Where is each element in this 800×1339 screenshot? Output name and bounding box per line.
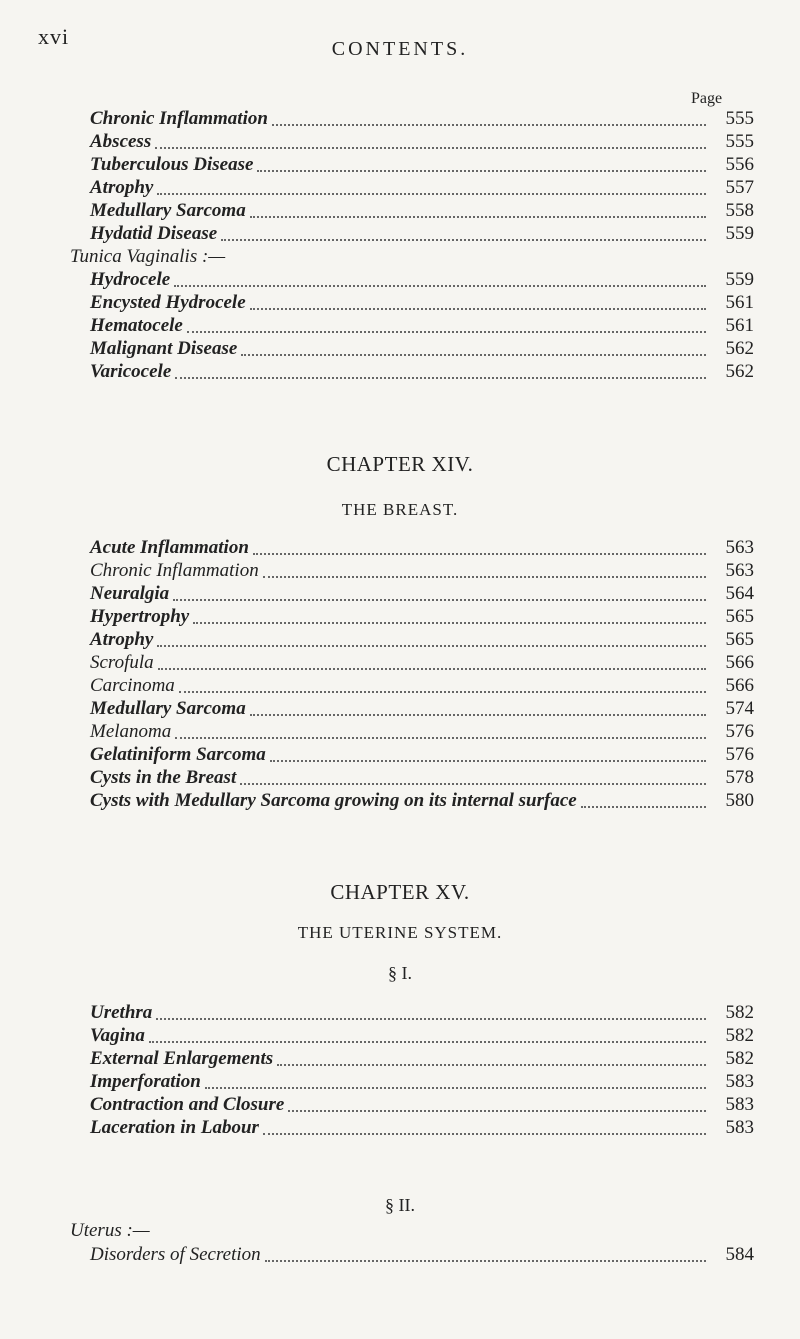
- leader-dots: [175, 377, 706, 379]
- entry-page: 574: [725, 698, 754, 719]
- leader-dots: [174, 285, 706, 287]
- entry-page: 578: [725, 767, 754, 788]
- entry-page: 566: [725, 652, 754, 673]
- group-label: Uterus :—: [70, 1220, 150, 1241]
- section-label: § II.: [385, 1195, 415, 1215]
- leader-dots: [250, 308, 706, 310]
- entry-title: Chronic Inflammation: [90, 560, 259, 581]
- entry-page: 557: [725, 177, 754, 198]
- chapter-heading: CHAPTER XIV.: [326, 452, 474, 476]
- chapter-subtitle: THE UTERINE SYSTEM.: [297, 923, 503, 942]
- entry-title: Contraction and Closure: [90, 1094, 285, 1115]
- toc-entry: [90, 606, 754, 628]
- entry-title: Abscess: [90, 131, 152, 152]
- leader-dots: [265, 1260, 706, 1262]
- leader-dots: [187, 331, 706, 333]
- toc-entry: [90, 560, 754, 582]
- leader-dots: [277, 1064, 706, 1066]
- entry-title: Vagina: [90, 1025, 145, 1046]
- entry-title: Medullary Sarcoma: [90, 698, 246, 719]
- entry-title: Hydatid Disease: [90, 223, 218, 244]
- leader-dots: [263, 576, 706, 578]
- leader-dots: [241, 354, 706, 356]
- toc-entry: [90, 652, 754, 674]
- entry-page: 561: [725, 315, 754, 336]
- toc-entry: [90, 1094, 754, 1116]
- toc-entry: [90, 1071, 754, 1093]
- toc-entry: [90, 744, 754, 766]
- toc-entry: [90, 1117, 754, 1139]
- entry-title: Carcinoma: [90, 675, 175, 696]
- entry-page: 564: [725, 583, 754, 604]
- leader-dots: [253, 553, 706, 555]
- toc-entry: [90, 177, 754, 199]
- entry-title: Urethra: [90, 1002, 153, 1023]
- leader-dots: [157, 645, 706, 647]
- entry-title: Atrophy: [90, 629, 154, 650]
- entry-page: 584: [725, 1244, 754, 1265]
- entry-page: 555: [725, 131, 754, 152]
- leader-dots: [155, 147, 706, 149]
- entry-page: 559: [725, 223, 754, 244]
- leader-dots: [193, 622, 706, 624]
- running-head: CONTENTS.: [331, 38, 469, 60]
- leader-dots: [263, 1133, 706, 1135]
- entry-page: 562: [725, 338, 754, 359]
- toc-entry: [90, 698, 754, 720]
- leader-dots: [221, 239, 706, 241]
- leader-dots: [288, 1110, 706, 1112]
- entry-page: 555: [725, 108, 754, 129]
- leader-dots: [240, 783, 706, 785]
- page-column-label: Page: [691, 90, 723, 107]
- entry-title: Acute Inflammation: [90, 537, 249, 558]
- entry-title: Tuberculous Disease: [90, 154, 254, 175]
- entry-title: External Enlargements: [90, 1048, 274, 1069]
- toc-entry: [90, 131, 754, 153]
- leader-dots: [250, 714, 706, 716]
- toc-entry: [90, 629, 754, 651]
- toc-entry: [90, 1025, 754, 1047]
- toc-entry: [90, 1244, 754, 1266]
- entry-title: Medullary Sarcoma: [90, 200, 246, 221]
- entry-title: Laceration in Labour: [90, 1117, 259, 1138]
- leader-dots: [179, 691, 706, 693]
- entry-page: 565: [725, 629, 754, 650]
- group-label: Tunica Vaginalis :—: [70, 246, 226, 267]
- entry-page: 563: [725, 560, 754, 581]
- section-label: § I.: [388, 963, 412, 983]
- entry-page: 562: [725, 361, 754, 382]
- toc-entry: [90, 315, 754, 337]
- entry-title: Atrophy: [90, 177, 154, 198]
- entry-title: Imperforation: [90, 1071, 201, 1092]
- entry-page: 566: [725, 675, 754, 696]
- toc-entry: [90, 154, 754, 176]
- toc-entry: [90, 767, 754, 789]
- entry-title: Disorders of Secretion: [90, 1244, 261, 1265]
- entry-page: 583: [725, 1071, 754, 1092]
- toc-entry: [90, 1048, 754, 1070]
- entry-title: Chronic Inflammation: [90, 108, 268, 129]
- leader-dots: [157, 193, 706, 195]
- entry-title: Hydrocele: [90, 269, 171, 290]
- entry-title: Cysts in the Breast: [90, 767, 237, 788]
- entry-title: Varicocele: [90, 361, 172, 382]
- leader-dots: [270, 760, 706, 762]
- entry-page: 582: [725, 1025, 754, 1046]
- chapter-heading: CHAPTER XV.: [330, 880, 470, 904]
- toc-entry: [90, 292, 754, 314]
- entry-page: 582: [725, 1002, 754, 1023]
- leader-dots: [149, 1041, 706, 1043]
- entry-page: 583: [725, 1094, 754, 1115]
- leader-dots: [205, 1087, 706, 1089]
- page-number: xvi: [38, 24, 70, 49]
- leader-dots: [581, 806, 706, 808]
- leader-dots: [175, 737, 706, 739]
- entry-page: 559: [725, 269, 754, 290]
- entry-page: 582: [725, 1048, 754, 1069]
- chapter-subtitle: THE BREAST.: [341, 500, 459, 519]
- toc-entry: [90, 1002, 754, 1024]
- entry-page: 561: [725, 292, 754, 313]
- leader-dots: [173, 599, 706, 601]
- entry-page: 558: [725, 200, 754, 221]
- entry-title: Neuralgia: [90, 583, 170, 604]
- entry-title: Scrofula: [90, 652, 154, 673]
- leader-dots: [250, 216, 706, 218]
- entry-title: Gelatiniform Sarcoma: [90, 744, 266, 765]
- leader-dots: [257, 170, 706, 172]
- entry-title: Melanoma: [90, 721, 172, 742]
- entry-title: Cysts with Medullary Sarcoma growing on its internal surface: [90, 790, 577, 811]
- toc-entry: [90, 108, 754, 130]
- toc-entry: [90, 223, 754, 245]
- toc-entry: [90, 790, 754, 812]
- entry-page: 576: [725, 744, 754, 765]
- toc-entry: [90, 537, 754, 559]
- toc-entry: [90, 200, 754, 222]
- entry-page: 565: [725, 606, 754, 627]
- toc-entry: [90, 338, 754, 360]
- entry-title: Malignant Disease: [90, 338, 238, 359]
- entry-page: 563: [725, 537, 754, 558]
- leader-dots: [158, 668, 706, 670]
- entry-page: 583: [725, 1117, 754, 1138]
- entry-title: Hypertrophy: [90, 606, 190, 627]
- toc-entry: [90, 269, 754, 291]
- entry-title: Hematocele: [90, 315, 183, 336]
- toc-entry: [90, 721, 754, 743]
- entry-page: 580: [725, 790, 754, 811]
- toc-entry: [90, 361, 754, 383]
- entry-page: 576: [725, 721, 754, 742]
- entry-page: 556: [725, 154, 754, 175]
- entry-title: Encysted Hydrocele: [90, 292, 246, 313]
- toc-entry: [90, 583, 754, 605]
- leader-dots: [156, 1018, 706, 1020]
- toc-entry: [90, 675, 754, 697]
- leader-dots: [272, 124, 706, 126]
